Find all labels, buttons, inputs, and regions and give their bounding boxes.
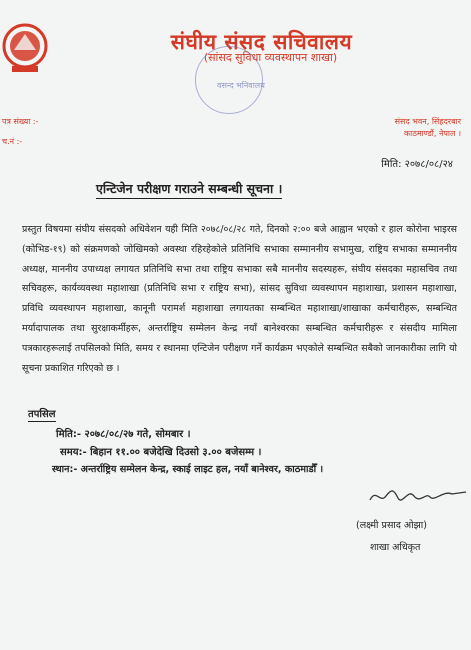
- tapsil-place: स्थान:- अन्तर्राष्ट्रिय सम्मेलन केन्द्र, स्काई लाइट हल, नयाँ बानेश्वर, काठमाडौँ ।: [52, 464, 324, 475]
- dispatch-number-label: च.नं :-: [2, 137, 23, 146]
- letter-date: मिति: २०७८/०८/२४: [381, 159, 453, 170]
- notice-heading: एन्टिजेन परीक्षण गराउने सम्बन्धी सूचना ।: [96, 180, 282, 199]
- office-subtitle: (सांसद सुविधा व्यवस्थापन शाखा): [203, 51, 338, 64]
- nepal-emblem-icon: [2, 20, 48, 78]
- notice-body: प्रस्तुत विषयमा संघीय संसदको अधिवेशन यही मिति २०७८/०८/२८ गते, दिनको २:०० बजे आह्वान भएको र हाल कोरोना भाइरस (कोभिड-१९) को संक्रमणको जोखिमको अवस्था रहिरहेकोले प्रतिनिधि सभाका सम्माननीय सभामुख, राष्ट्रिय सभाका सम्माननीय अध्यक्ष, माननीय उपाध्यक्ष लगायत प्रतिनिधि सभा तथा राष्ट्रिय सभाका सबै माननीय सदस्यहरू, संघीय संसदका महासचिव तथा सचिवहरू, कार्यव्यवस्था महाशाखा (प्रतिनिधि सभा र राष्ट्रिय सभा), सांसद सुविधा व्यवस्थापन महाशाखा, प्रशासन महाशाखा, प्रविधि व्यवस्थापन महाशाखा, कानूनी परामर्श महाशाखा लगायतका सम्बन्धित महाशाखा/शाखाका कर्मचारीहरू, सम्बन्धित मर्यादापालक तथा सुरक्षाकर्मीहरू, अन्तर्राष्ट्रिय सम्मेलन केन्द्र नयाँ बानेश्वरका सम्बन्धित कर्मचारीहरू र संसदीय मामिला पत्रकारहरूलाई तपसिलको मिति, समय र स्थानमा एन्टिजेन परीक्षण गर्ने कार्यक्रम भएकोले सम्बन्धित सबैको जानकारीका लागि यो सूचना प्रकाशित गरिएको छ ।: [22, 224, 457, 374]
- office-name: संघीय संसद सचिवालय: [170, 30, 353, 54]
- stamp-text: वसन्द भनिवालय: [217, 81, 265, 90]
- signer-name: (लक्ष्मी प्रसाद ओझा): [356, 520, 427, 531]
- address-line-2: काठमाण्डौं, नेपाल ।: [403, 129, 461, 138]
- address-line-1: संसद भवन, सिंहदरबार: [394, 117, 461, 126]
- tapsil-time: समय:- बिहान ११.०० बजेदेखि दिउसो ३.०० बजेसम्म ।: [60, 447, 262, 458]
- tapsil-label: तपसिल: [28, 406, 56, 422]
- tapsil-date: मिति:- २०७८/०८/२७ गते, सोमबार ।: [56, 429, 191, 440]
- signer-role: शाखा अधिकृत: [370, 542, 421, 553]
- signature-icon: [368, 482, 468, 506]
- reference-number-label: पत्र संख्या :-: [2, 117, 39, 126]
